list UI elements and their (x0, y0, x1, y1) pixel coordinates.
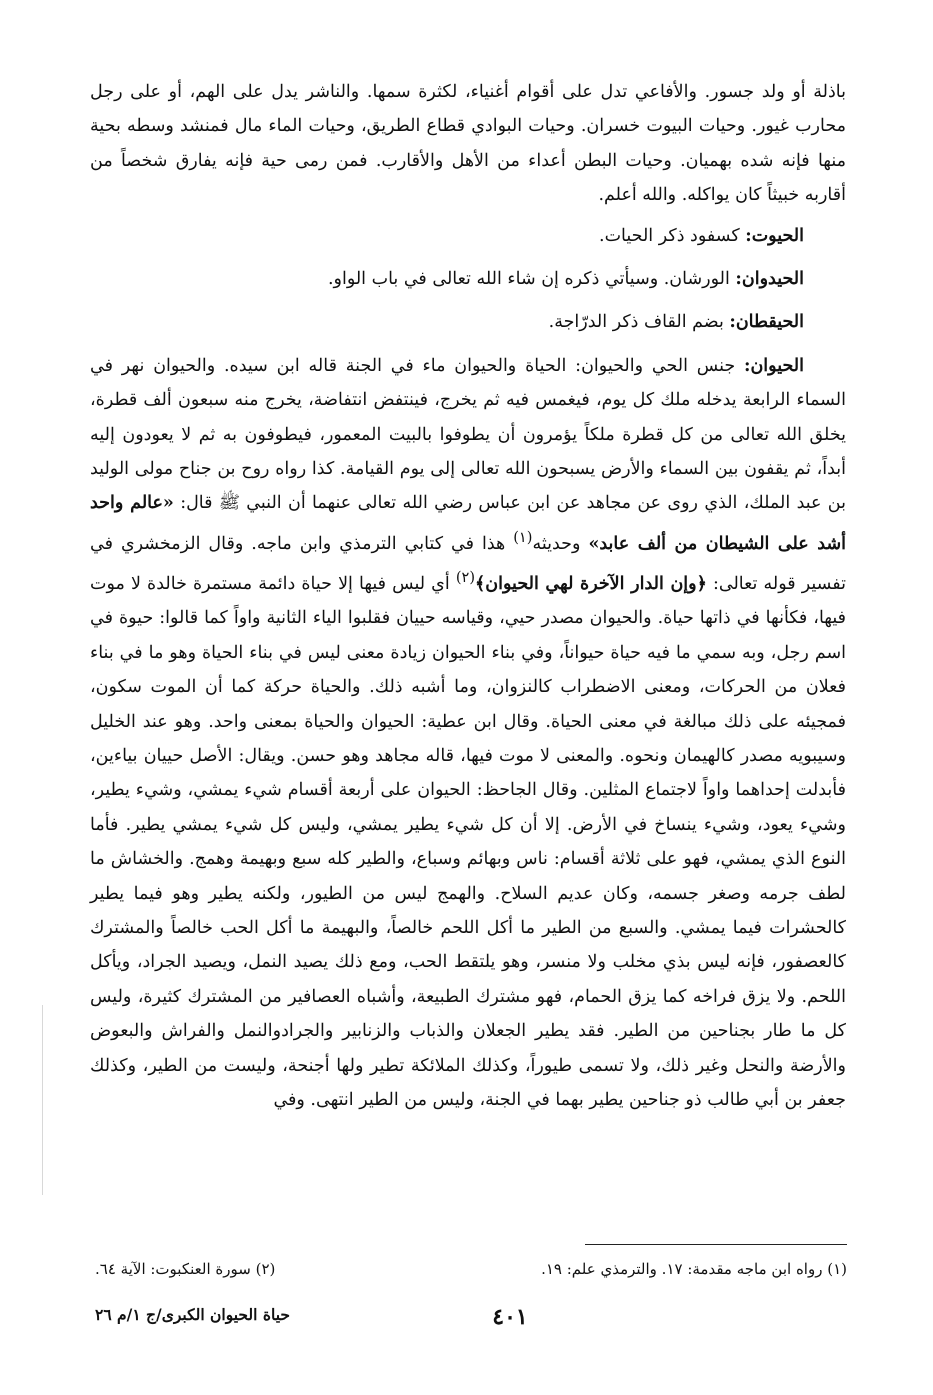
scan-margin-mark (42, 1005, 43, 1195)
entry-definition: كسفود ذكر الحيات. (599, 225, 746, 246)
signature-mark: حياة الحيوان الكبرى/ج ١/م ٢٦ (95, 1305, 290, 1324)
entry-headword: الحيدوان: (735, 269, 804, 290)
footnote-ref-2: (٢) (455, 569, 476, 587)
entry-al-hayawan (90, 349, 846, 1118)
footnote-2: (٢) سورة العنكبوت: الآية ٦٤. (95, 1260, 276, 1278)
quran-verse: ﴿وإن الدار الآخرة لهي الحيوان﴾ (475, 573, 707, 594)
hadith-quote: «عالم واحد أشد على الشيطان من ألف عابد» (90, 493, 846, 554)
page-body-text (90, 75, 846, 1117)
entry-definition: الورشان. وسيأتي ذكره إن شاء الله تعالى في باب الواو. (327, 269, 736, 290)
page-number: ٤٠١ (492, 1304, 528, 1330)
footnote-1: (١) رواه ابن ماجه مقدمة: ١٧. والترمذي علم: ١٩. (541, 1260, 847, 1278)
page-footer (95, 1300, 847, 1340)
footnotes (95, 1257, 847, 1281)
entry-headword: الحيقطان: (729, 312, 804, 333)
entry-headword: الحيوت: (745, 225, 804, 246)
entry-text: جنس الحي والحيوان: الحياة والحيوان ماء في الجنة قاله ابن سيده. والحيوان نهر في السماء الرابعة يدخله ملك كل يوم، فيغمس فيه ثم يخرج، فينتفض انتفاضة، يخرج منه سبعون ألف قطرة، يخلق الله تعالى من كل قطرة ملكاً يؤمرون أن يطوفوا بالبيت المعمور، فيطوفون به ثم لا يعودون إليه أبداً، ثم يقفون بين السماء والأرض يسبحون الله تعالى إلى يوم القيامة. كذا رواه روح بن جناح مولى الوليد بن عبد الملك، الذي روى عن مجاهد عن ابن عباس رضي الله تعالى عنهما أن النبي ﷺ قال: (90, 355, 846, 514)
entry-al-haywat (90, 219, 846, 253)
footnote-separator (585, 1244, 847, 1245)
entry-text: وحديثه (532, 533, 589, 554)
entry-headword: الحيوان: (744, 355, 804, 376)
entry-al-haydawan (90, 262, 846, 296)
continuation-paragraph: باذلة أو ولد جسور. والأفاعي تدل على أقوام أغنياء، لكثرة سمها. والناشر يدل على الهم، أو على رجل محارب غيور. وحيات البيوت خسران. وحيات البوادي قطاع الطريق، وحيات الماء مال فمنشد وسطه بحية منها فإنه شده بهميان. وحيات البطن أعداء من الأهل والأقارب. فمن رمى حية فإنه يفارق شخصاً من أقاربه خبيثاً كان يواكله. والله أعلم. (90, 82, 846, 206)
footnote-ref-1: (١) (513, 528, 533, 546)
entry-text: هذا في كتابي الترمذي وابن ماجه. وقال الزمخشري في تفسير قوله تعالى: (90, 533, 846, 594)
entry-text: أي ليس فيها إلا حياة دائمة مستمرة خالدة لا موت فيها، فكأنها في ذاتها حياة. والحيوان مصدر حيي، وقياسه حييان فقلبوا الياء الثانية واواً كما قالوا: حيوة في اسم رجل، وبه سمي ما فيه حياة حيواناً، وفي بناء الحيوان زيادة معنى ليس في بناء الحياة وهو ما في بناء فعلان من الحركات، ومعنى الاضطراب كالنزوان، وما أشبه ذلك. والحياة حركة كما أن الموت سكون، فمجيئه على ذلك مبالغة في معنى الحياة. وقال ابن عطية: الحيوان والحياة بمعنى واحد. وهو عند الخليل وسيبويه مصدر كالهيمان ونحوه. والمعنى لا موت فيها، قاله مجاهد وهو حسن. ويقال: الأصل حييان بياءين، فأبدلت إحداهما واواً لاجتماع المثلين. وقال الجاحظ: الحيوان على أربعة أقسام شيء يمشي، وشيء يطير، وشيء يعود، وشيء ينساخ في الأرض. إلا أن كل شيء يطير يمشي، وليس كل شيء يمشي يطير. فأما النوع الذي يمشي، فهو على ثلاثة أقسام: ناس وبهائم وسباع، والطير كله سبع وبهيمة وهمج. والخشاش ما لطف جرمه وصغر جسمه، وكان عديم السلاح. والهمج ليس من الطيور، ولكنه يطير وهو فيما يطير كالحشرات فيما يمشي. والسبع من الطير ما أكل اللحم خالصاً، والبهيمة ما أكل الحب خالصاً والمشترك كالعصفور، فإنه ليس بذي مخلب ولا منسر، وهو يلتقط الحب، ومع ذلك يصيد النمل، ويصيد الجراد، ويأكل اللحم. ولا يزق فراخه كما يزق الحمام، فهو مشترك الطبيعة، وأشباه العصافير من المشترك كثيرة، وليس كل ما طار بجناحين من الطير. فقد يطير الجعلان والذباب والزنابير والجرادوالنمل والفراش والبعوض والأرضة والنحل وغير ذلك، ولا تسمى طيوراً، وكذلك الملائكة تطير ولها أجنحة، وليست من الطير، وكذلك جعفر بن أبي طالب ذو جناحين يطير بهما في الجنة، وليس من الطير انتهى. وفي (90, 573, 846, 1111)
entry-definition: بضم القاف ذكر الدرّاجة. (548, 312, 730, 333)
entry-al-hayqatan (90, 305, 846, 339)
